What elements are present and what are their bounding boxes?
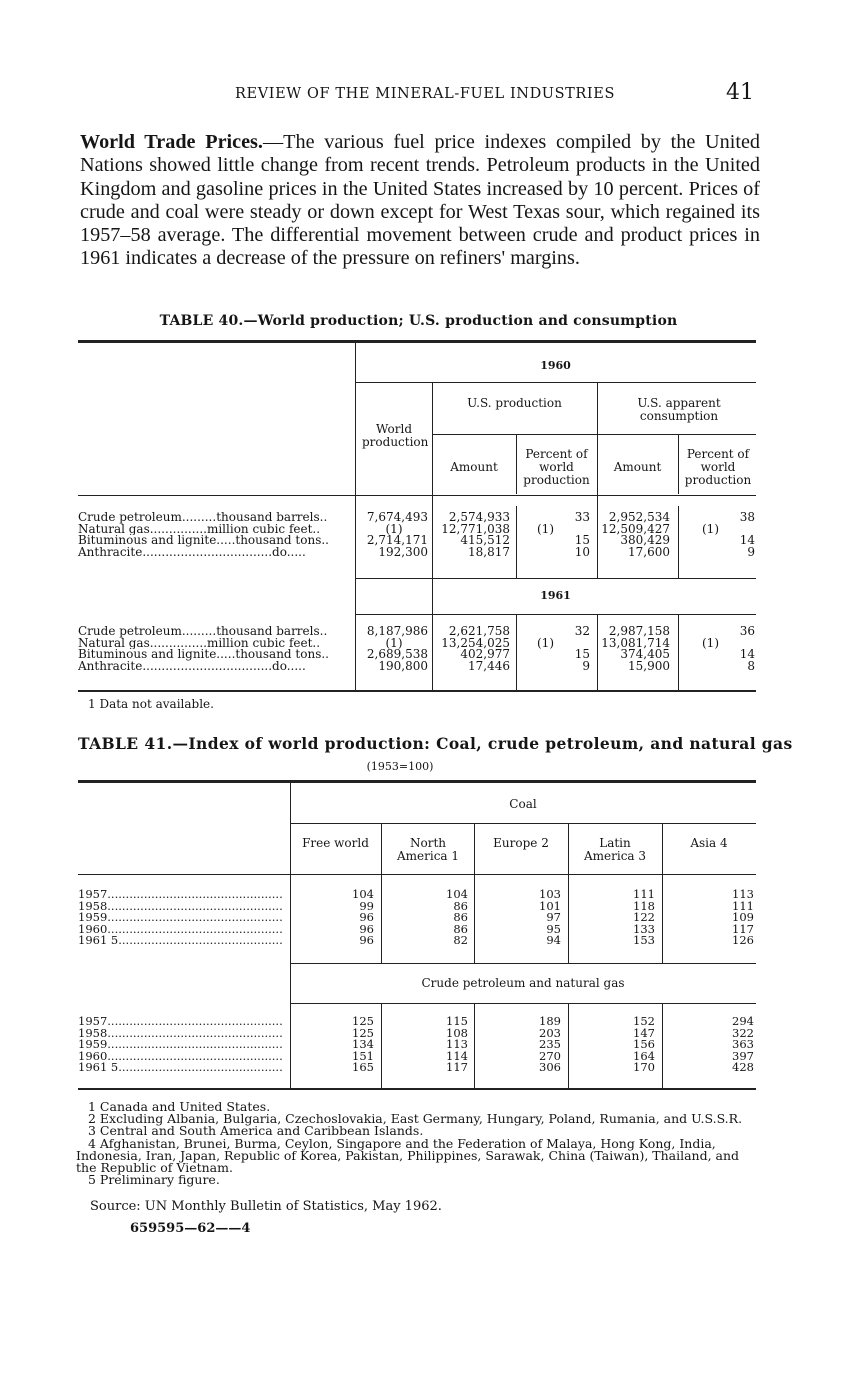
cell: 111 bbox=[633, 887, 655, 901]
cell: 125 bbox=[352, 1025, 374, 1040]
cell: 117 bbox=[446, 1060, 468, 1074]
table40-footnote: 1 Data not available. bbox=[88, 697, 214, 711]
petroleum-latin-america bbox=[568, 1016, 655, 1074]
cell: 113 bbox=[446, 1037, 468, 1051]
coal-latin-america bbox=[568, 889, 655, 947]
cell: 9 bbox=[747, 545, 755, 560]
table41 bbox=[78, 780, 756, 1090]
cell: 203 bbox=[539, 1025, 561, 1040]
row-label: Crude petroleum.........thousand barrels.. bbox=[78, 626, 328, 638]
us-amount-1960 bbox=[434, 512, 510, 559]
petroleum-europe bbox=[474, 1016, 561, 1074]
petroleum-section-title: Crude petroleum and natural gas bbox=[421, 976, 625, 990]
cell: 8 bbox=[747, 659, 755, 674]
col-europe: Europe 2 bbox=[493, 836, 549, 850]
cons-percent-1960 bbox=[680, 512, 755, 559]
footnote: 4 Afghanistan, Brunei, Burma, Ceylon, Singapore and the Federation of Malaya, Hong Kong, India, Indonesia, Iran, Japan, Republic of Korea, Pakistan, Philippines, Sarawak, China (Taiwan), Thailand, and the Republic of Vietnam. bbox=[76, 1135, 740, 1176]
year-label: 1961 5............................................. bbox=[78, 1062, 283, 1074]
cell: 94 bbox=[546, 933, 561, 947]
world-production-header: World production bbox=[362, 422, 429, 449]
table40-row-labels-1961 bbox=[78, 626, 352, 673]
row-label: Anthracite..................................do..... bbox=[78, 547, 306, 559]
cell: 151 bbox=[352, 1048, 374, 1063]
cell: (1) bbox=[385, 635, 403, 650]
table40-caption: TABLE 40.—World production; U.S. production and consumption bbox=[159, 313, 678, 329]
cell: 235 bbox=[539, 1037, 561, 1051]
body-paragraph bbox=[80, 131, 760, 271]
col-latin-america: Latin America 3 bbox=[583, 836, 647, 863]
print-code: 659595—62——4 bbox=[130, 1221, 251, 1236]
cell: 9 bbox=[582, 659, 590, 674]
cell: 380,429 bbox=[620, 533, 670, 548]
cell: 306 bbox=[539, 1060, 561, 1074]
world-production-1960 bbox=[360, 512, 428, 559]
cell: 2,987,158 bbox=[608, 624, 670, 638]
source-note: Source: UN Monthly Bulletin of Statistics, May 1962. bbox=[90, 1199, 442, 1214]
cell: 13,081,714 bbox=[601, 635, 670, 650]
cell: (1) bbox=[385, 521, 403, 536]
cell: 122 bbox=[633, 910, 655, 924]
cell: 103 bbox=[539, 887, 561, 901]
cons-amount-1961 bbox=[598, 626, 670, 673]
cell: 2,574,933 bbox=[448, 510, 510, 524]
cell: 15 bbox=[574, 647, 590, 662]
footnote: 3 Central and South America and Caribbean Islands. bbox=[88, 1123, 424, 1139]
cell: 15,900 bbox=[628, 659, 670, 674]
cell: 32 bbox=[574, 624, 590, 638]
table40-year-1961: 1961 bbox=[540, 589, 571, 602]
cell: 18,817 bbox=[468, 545, 510, 560]
cell: 294 bbox=[732, 1014, 754, 1028]
cell: 152 bbox=[633, 1014, 655, 1028]
cell: 86 bbox=[453, 898, 468, 913]
cell: 10 bbox=[574, 545, 590, 560]
cell: 12,771,038 bbox=[441, 521, 510, 536]
col-free-world: Free world bbox=[302, 836, 369, 850]
year-label: 1958................................................ bbox=[78, 1027, 283, 1039]
year-label: 1960................................................ bbox=[78, 923, 283, 935]
cell: 86 bbox=[453, 921, 468, 936]
cell: 17,600 bbox=[628, 545, 670, 560]
cell: (1) bbox=[702, 635, 719, 650]
cell: 134 bbox=[352, 1037, 374, 1051]
footnote: 5 Preliminary figure. bbox=[88, 1172, 220, 1188]
coal-europe bbox=[474, 889, 561, 947]
table40-year-1960: 1960 bbox=[540, 359, 571, 372]
cons-percent-1961 bbox=[680, 626, 755, 673]
cell: 104 bbox=[446, 887, 468, 901]
cell: 82 bbox=[453, 933, 468, 947]
cell: 2,689,538 bbox=[366, 647, 428, 662]
cell: 415,512 bbox=[460, 533, 510, 548]
cell: 170 bbox=[633, 1060, 655, 1074]
cell: 113 bbox=[732, 887, 754, 901]
cell: 17,446 bbox=[468, 659, 510, 674]
row-label: Bituminous and lignite.....thousand tons.. bbox=[78, 649, 329, 662]
coal-north-america bbox=[381, 889, 468, 947]
table41-caption: TABLE 41.—Index of world production: Coal, crude petroleum, and natural gas bbox=[78, 734, 793, 753]
year-label: 1959................................................ bbox=[78, 912, 283, 924]
cell: 38 bbox=[739, 510, 755, 524]
cell: 397 bbox=[732, 1048, 754, 1063]
table41-base: (1953=100) bbox=[366, 760, 434, 773]
cell: 2,621,758 bbox=[448, 624, 510, 638]
paragraph-text: —The various fuel price indexes compiled by the United Nations showed little change from recent trends. Petroleum products in the United Kingdom and gasoline prices in the United States increased by 10 percent. Prices of crude and coal were steady or down except for West Texas sour, which regained its 1957–58 average. The differential movement between crude and product prices in 1961 indicates a decrease of the pressure on refiners' margins. bbox=[80, 131, 760, 270]
cell: 165 bbox=[352, 1060, 374, 1074]
cell: 8,187,986 bbox=[366, 624, 428, 638]
col-asia: Asia 4 bbox=[690, 836, 728, 850]
cell: 156 bbox=[633, 1037, 655, 1051]
us-consumption-header: U.S. apparent consumption bbox=[637, 396, 721, 423]
year-label: 1959................................................ bbox=[78, 1039, 283, 1051]
cell: 7,674,493 bbox=[366, 510, 428, 524]
table41-footnotes bbox=[76, 1101, 756, 1186]
cell: 13,254,025 bbox=[441, 635, 510, 650]
coal-years bbox=[78, 889, 288, 947]
cell: 118 bbox=[633, 898, 655, 913]
cell: 36 bbox=[739, 624, 755, 638]
cell: 114 bbox=[446, 1048, 468, 1063]
row-label: Crude petroleum.........thousand barrels.. bbox=[78, 512, 328, 524]
cell: 101 bbox=[539, 898, 561, 913]
us-percent-1961 bbox=[518, 626, 590, 673]
coal-free-world bbox=[290, 889, 374, 947]
year-label: 1958................................................ bbox=[78, 900, 283, 912]
cell: 15 bbox=[574, 533, 590, 548]
cell: 96 bbox=[359, 910, 374, 924]
footnote: 1 Canada and United States. bbox=[88, 1099, 271, 1114]
cell: 164 bbox=[633, 1048, 655, 1063]
cell: 117 bbox=[732, 921, 754, 936]
paragraph-lead: World Trade Prices. bbox=[80, 131, 263, 153]
cell: 14 bbox=[739, 647, 755, 662]
cell: 99 bbox=[359, 898, 374, 913]
cell: 374,405 bbox=[620, 647, 670, 662]
cell: 363 bbox=[732, 1037, 754, 1051]
coal-section-title: Coal bbox=[509, 797, 537, 811]
table40-row-labels-1960 bbox=[78, 512, 352, 559]
cell: 153 bbox=[633, 933, 655, 947]
cell: 192,300 bbox=[378, 545, 428, 560]
us-production-amount-header: Amount bbox=[450, 460, 498, 474]
cell: 428 bbox=[732, 1060, 754, 1074]
us-consumption-amount-header: Amount bbox=[613, 460, 662, 474]
cell: 14 bbox=[739, 533, 755, 548]
cell: 115 bbox=[446, 1014, 468, 1028]
row-label: Bituminous and lignite.....thousand tons.. bbox=[78, 535, 329, 548]
us-percent-1960 bbox=[518, 512, 590, 559]
cell: (1) bbox=[537, 521, 554, 536]
cell: (1) bbox=[702, 521, 719, 536]
cell: 402,977 bbox=[460, 647, 510, 662]
cell: 189 bbox=[539, 1014, 561, 1028]
petroleum-north-america bbox=[381, 1016, 468, 1074]
us-production-percent-header: Percent of world production bbox=[523, 447, 590, 487]
cell: 2,714,171 bbox=[366, 533, 428, 548]
cell: 190,800 bbox=[378, 659, 428, 674]
cell: 97 bbox=[546, 910, 561, 924]
year-label: 1960................................................ bbox=[78, 1050, 283, 1062]
cell: 108 bbox=[446, 1025, 468, 1040]
row-label: Anthracite..................................do..... bbox=[78, 661, 306, 673]
petroleum-asia bbox=[662, 1016, 754, 1074]
cell: (1) bbox=[537, 635, 554, 650]
cons-amount-1960 bbox=[598, 512, 670, 559]
cell: 147 bbox=[633, 1025, 655, 1040]
cell: 12,509,427 bbox=[601, 521, 670, 536]
cell: 126 bbox=[732, 933, 754, 947]
cell: 96 bbox=[359, 921, 374, 936]
world-production-1961 bbox=[360, 626, 428, 673]
cell: 2,952,534 bbox=[608, 510, 670, 524]
us-amount-1961 bbox=[434, 626, 510, 673]
petroleum-free-world bbox=[290, 1016, 374, 1074]
cell: 125 bbox=[352, 1014, 374, 1028]
coal-asia bbox=[662, 889, 754, 947]
cell: 111 bbox=[732, 898, 754, 913]
us-production-header: U.S. production bbox=[467, 396, 562, 410]
cell: 95 bbox=[546, 921, 561, 936]
col-north-america: North America 1 bbox=[396, 836, 460, 863]
cell: 270 bbox=[539, 1048, 561, 1063]
cell: 133 bbox=[633, 921, 655, 936]
row-label: Natural gas...............million cubic feet.. bbox=[78, 637, 321, 650]
cell: 104 bbox=[352, 887, 374, 901]
cell: 109 bbox=[732, 910, 754, 924]
year-label: 1961 5............................................. bbox=[78, 935, 283, 947]
row-label: Natural gas...............million cubic feet.. bbox=[78, 523, 321, 536]
cell: 86 bbox=[453, 910, 468, 924]
petroleum-years bbox=[78, 1016, 288, 1074]
us-consumption-percent-header: Percent of world production bbox=[684, 447, 752, 487]
running-head: REVIEW OF THE MINERAL-FUEL INDUSTRIES bbox=[235, 86, 615, 102]
year-label: 1957................................................ bbox=[78, 889, 283, 901]
year-label: 1957................................................ bbox=[78, 1016, 283, 1028]
cell: 96 bbox=[359, 933, 374, 947]
cell: 322 bbox=[732, 1025, 754, 1040]
table40 bbox=[78, 340, 756, 692]
cell: 33 bbox=[574, 510, 590, 524]
footnote: 2 Excluding Albania, Bulgaria, Czechoslovakia, East Germany, Hungary, Poland, Rumania, and U.S.S.R. bbox=[88, 1111, 743, 1127]
page-number: 41 bbox=[726, 80, 754, 105]
